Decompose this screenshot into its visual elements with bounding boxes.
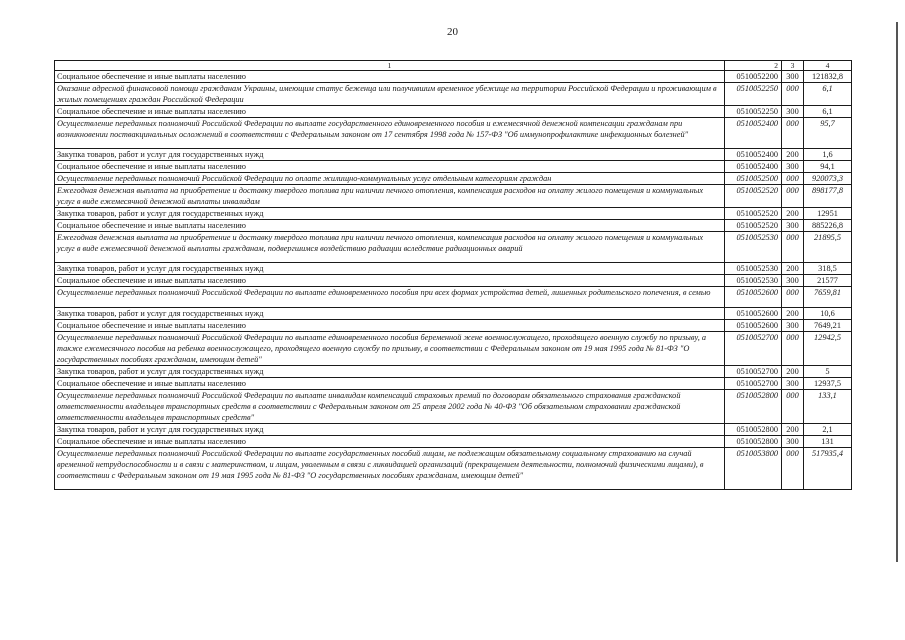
- row-code-cell: 0510052200: [725, 71, 782, 83]
- row-expense-type-cell: 300: [782, 71, 804, 83]
- row-expense-type-cell: 000: [782, 185, 804, 208]
- row-code-cell: 0510052250: [725, 83, 782, 106]
- table-row: [55, 448, 852, 490]
- table-row: [55, 366, 852, 378]
- row-name-cell: Осуществление переданных полномочий Российской Федерации по выплате государственных пособий лицам, не подлежащим обязательному социальному страхованию на случай временной нетрудоспособности и в связи с материнством, и лицам, уволенным в связи с ликвидацией организаций (прекращением деятельности, полномочий физическими лицами), в соответствии с Федеральным законом от 19 мая 1995 года № 81-ФЗ "О государственных пособиях гражданам, имеющим детей": [55, 448, 725, 490]
- row-amount-cell: 12951: [804, 208, 852, 220]
- row-amount-cell: 7649,21: [804, 320, 852, 332]
- row-amount-cell: 94,1: [804, 161, 852, 173]
- row-name-cell: Социальное обеспечение и иные выплаты населению: [55, 161, 725, 173]
- page-edge-line: [896, 22, 898, 562]
- row-amount-cell: 10,6: [804, 308, 852, 320]
- row-amount-cell: 133,1: [804, 390, 852, 424]
- row-amount-cell: 21895,5: [804, 232, 852, 263]
- column-number-1: 1: [55, 61, 725, 71]
- row-amount-cell: 898177,8: [804, 185, 852, 208]
- table-row: [55, 173, 852, 185]
- row-amount-cell: 7659,81: [804, 287, 852, 308]
- row-amount-cell: 12937,5: [804, 378, 852, 390]
- row-amount-cell: 2,1: [804, 424, 852, 436]
- row-code-cell: 0510052530: [725, 232, 782, 263]
- table-row: [55, 308, 852, 320]
- row-name-cell: Осуществление переданных полномочий Российской Федерации по выплате инвалидам компенсаций страховых премий по договорам обязательного страхования гражданской ответственности владельцев транспортных средств в соответствии с Федеральным законом от 25 апреля 2002 года № 40-ФЗ "Об обязательном страховании гражданской ответственности владельцев транспортных средств": [55, 390, 725, 424]
- row-expense-type-cell: 000: [782, 390, 804, 424]
- row-amount-cell: 21577: [804, 275, 852, 287]
- row-expense-type-cell: 000: [782, 83, 804, 106]
- table-row: [55, 161, 852, 173]
- row-amount-cell: 6,1: [804, 83, 852, 106]
- row-expense-type-cell: 200: [782, 308, 804, 320]
- row-name-cell: Осуществление переданных полномочий Российской Федерации по оплате жилищно-коммунальных услуг отдельным категориям граждан: [55, 173, 725, 185]
- row-code-cell: 0510052250: [725, 106, 782, 118]
- row-name-cell: Закупка товаров, работ и услуг для государственных нужд: [55, 424, 725, 436]
- row-code-cell: 0510053800: [725, 448, 782, 490]
- table-row: [55, 83, 852, 106]
- row-expense-type-cell: 200: [782, 149, 804, 161]
- row-code-cell: 0510052700: [725, 332, 782, 366]
- table-row: [55, 378, 852, 390]
- row-expense-type-cell: 200: [782, 366, 804, 378]
- row-name-cell: Ежегодная денежная выплата на приобретение и доставку твердого топлива при наличии печного отопления, компенсация расходов на оплату жилого помещения и коммунальных услуг в виде ежемесячной денежной выплаты гражданам, подвергшимся воздействию радиации вследствие радиационных аварий: [55, 232, 725, 263]
- row-amount-cell: 95,7: [804, 118, 852, 149]
- table-row: [55, 220, 852, 232]
- row-amount-cell: 920073,3: [804, 173, 852, 185]
- column-number-3: 3: [782, 61, 804, 71]
- table-row: [55, 71, 852, 83]
- row-expense-type-cell: 000: [782, 332, 804, 366]
- row-name-cell: Социальное обеспечение и иные выплаты населению: [55, 436, 725, 448]
- row-expense-type-cell: 000: [782, 448, 804, 490]
- page-number: 20: [447, 26, 458, 38]
- row-amount-cell: 1,6: [804, 149, 852, 161]
- row-name-cell: Закупка товаров, работ и услуг для государственных нужд: [55, 366, 725, 378]
- row-expense-type-cell: 000: [782, 232, 804, 263]
- row-name-cell: Оказание адресной финансовой помощи гражданам Украины, имеющим статус беженца или получившим временное убежище на территории Российской Федерации и проживающим в жилых помещениях граждан Российской Федерации: [55, 83, 725, 106]
- row-code-cell: 0510052800: [725, 424, 782, 436]
- budget-table: [54, 60, 852, 490]
- row-expense-type-cell: 300: [782, 106, 804, 118]
- row-expense-type-cell: 200: [782, 424, 804, 436]
- table-row: [55, 149, 852, 161]
- row-name-cell: Социальное обеспечение и иные выплаты населению: [55, 275, 725, 287]
- table-row: [55, 118, 852, 149]
- row-name-cell: Осуществление переданных полномочий Российской Федерации по выплате единовременного пособия беременной жене военнослужащего, проходящего военную службу по призыву, а также ежемесячного пособия на ребенка военнослужащего, проходящего военную службу по призыву, в соответствии с Федеральным законом от 19 мая 1995 года № 81-ФЗ "О государственных пособиях гражданам, имеющим детей": [55, 332, 725, 366]
- table-row: [55, 287, 852, 308]
- row-amount-cell: 5: [804, 366, 852, 378]
- row-expense-type-cell: 300: [782, 220, 804, 232]
- row-code-cell: 0510052700: [725, 366, 782, 378]
- row-code-cell: 0510052600: [725, 308, 782, 320]
- row-name-cell: Осуществление переданных полномочий Российской Федерации по выплате единовременного пособия при всех формах устройства детей, лишенных родительского попечения, в семью: [55, 287, 725, 308]
- row-code-cell: 0510052520: [725, 185, 782, 208]
- row-code-cell: 0510052700: [725, 378, 782, 390]
- row-name-cell: Социальное обеспечение и иные выплаты населению: [55, 378, 725, 390]
- row-amount-cell: 6,1: [804, 106, 852, 118]
- row-expense-type-cell: 300: [782, 161, 804, 173]
- row-code-cell: 0510052400: [725, 149, 782, 161]
- column-number-row: [55, 61, 852, 71]
- table-row: [55, 106, 852, 118]
- row-code-cell: 0510052800: [725, 390, 782, 424]
- table-row: [55, 332, 852, 366]
- row-name-cell: Социальное обеспечение и иные выплаты населению: [55, 106, 725, 118]
- row-code-cell: 0510052530: [725, 275, 782, 287]
- row-name-cell: Закупка товаров, работ и услуг для государственных нужд: [55, 308, 725, 320]
- row-code-cell: 0510052530: [725, 263, 782, 275]
- row-name-cell: Социальное обеспечение и иные выплаты населению: [55, 71, 725, 83]
- row-code-cell: 0510052600: [725, 287, 782, 308]
- row-name-cell: Закупка товаров, работ и услуг для государственных нужд: [55, 208, 725, 220]
- row-name-cell: Социальное обеспечение и иные выплаты населению: [55, 320, 725, 332]
- table-row: [55, 208, 852, 220]
- row-name-cell: Закупка товаров, работ и услуг для государственных нужд: [55, 263, 725, 275]
- table-row: [55, 263, 852, 275]
- row-amount-cell: 517935,4: [804, 448, 852, 490]
- row-expense-type-cell: 200: [782, 263, 804, 275]
- table-row: [55, 320, 852, 332]
- row-code-cell: 0510052520: [725, 208, 782, 220]
- row-code-cell: 0510052400: [725, 161, 782, 173]
- row-name-cell: Социальное обеспечение и иные выплаты населению: [55, 220, 725, 232]
- row-amount-cell: 121832,8: [804, 71, 852, 83]
- row-amount-cell: 318,5: [804, 263, 852, 275]
- row-name-cell: Ежегодная денежная выплата на приобретение и доставку твердого топлива при наличии печного отопления, компенсация расходов на оплату жилого помещения и коммунальных услуг в виде ежемесячной денежной выплаты инвалидам: [55, 185, 725, 208]
- row-expense-type-cell: 300: [782, 378, 804, 390]
- table-row: [55, 390, 852, 424]
- table-row: [55, 232, 852, 263]
- table-row: [55, 436, 852, 448]
- row-code-cell: 0510052500: [725, 173, 782, 185]
- row-name-cell: Закупка товаров, работ и услуг для государственных нужд: [55, 149, 725, 161]
- row-code-cell: 0510052400: [725, 118, 782, 149]
- row-expense-type-cell: 300: [782, 275, 804, 287]
- column-number-4: 4: [804, 61, 852, 71]
- row-expense-type-cell: 300: [782, 436, 804, 448]
- row-expense-type-cell: 000: [782, 173, 804, 185]
- row-amount-cell: 12942,5: [804, 332, 852, 366]
- row-expense-type-cell: 300: [782, 320, 804, 332]
- row-code-cell: 0510052600: [725, 320, 782, 332]
- table-row: [55, 185, 852, 208]
- row-code-cell: 0510052800: [725, 436, 782, 448]
- row-expense-type-cell: 200: [782, 208, 804, 220]
- row-expense-type-cell: 000: [782, 287, 804, 308]
- row-amount-cell: 885226,8: [804, 220, 852, 232]
- row-name-cell: Осуществление переданных полномочий Российской Федерации по выплате государственного единовременного пособия и ежемесячной денежной компенсации гражданам при возникновении поствакцинальных осложнений в соответствии с Федеральным законом от 17 сентября 1998 года № 157-ФЗ "Об иммунопрофилактике инфекционных болезней": [55, 118, 725, 149]
- row-amount-cell: 131: [804, 436, 852, 448]
- table-row: [55, 275, 852, 287]
- table-row: [55, 424, 852, 436]
- row-code-cell: 0510052520: [725, 220, 782, 232]
- column-number-2: 2: [725, 61, 782, 71]
- row-expense-type-cell: 000: [782, 118, 804, 149]
